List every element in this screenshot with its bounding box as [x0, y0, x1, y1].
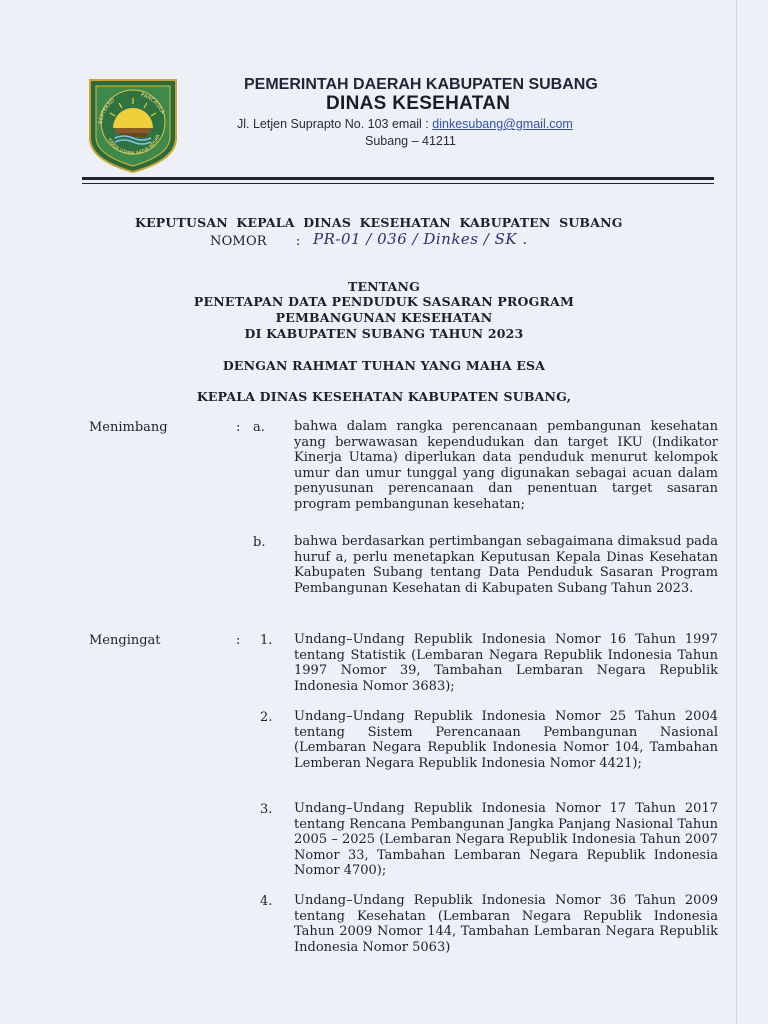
- mengingat-item-1: Undang–Undang Republik Indonesia Nomor 16 Tahun 1997 tentang Statistik (Lembaran Negara Republik Indonesia Tahun 1997 Nomor 39, Tambahan Lembaran Negara Republik Indonesia Nomor 3683);: [294, 632, 718, 694]
- subject-line-1: PENETAPAN DATA PENDUDUK SASARAN PROGRAM: [193, 294, 575, 309]
- mengingat-item-2: Undang–Undang Republik Indonesia Nomor 25 Tahun 2004 tentang Sistem Perencanaan Pembangunan Nasional (Lembaran Negara Republik Indonesia Nomor 104, Tambahan Lemberan Negara Republik Indonesia Nomor 4421);: [294, 709, 718, 771]
- subang-crest-logo: [84, 76, 182, 174]
- mengingat-marker-2: 2.: [260, 710, 273, 725]
- menimbang-label: Menimbang: [89, 420, 168, 435]
- decree-title: KEPUTUSAN KEPALA DINAS KESEHATAN KABUPATEN SUBANG: [135, 215, 623, 230]
- letterhead-email-link[interactable]: dinkesubang@gmail.com: [432, 117, 573, 131]
- mengingat-item-3: Undang–Undang Republik Indonesia Nomor 17 Tahun 2017 tentang Rencana Pembangunan Jangka Panjang Nasional Tahun 2005 – 2025 (Lembaran Negara Republik Indonesia Tahun 2007 Nomor 33, Tambahan Lembaran Negara Republik Indonesia Nomor 4700);: [294, 801, 718, 878]
- menimbang-item-a: bahwa dalam rangka perencanaan pembangunan kesehatan yang berwawasan kependudukan dan target IKU (Indikator Kinerja Utama) diperlukan data penduduk menurut kelompok umur dan umur tunggal yang digunakan sebagai acuan dalam penyusunan perencanaan dan penentuan target sasaran program pembangunan kesehatan;: [294, 419, 718, 512]
- crest-text-top-right: PANCASILA: [140, 92, 166, 116]
- nomor-value-handwritten: PR-01 / 036 / Dinkes / SK .: [313, 230, 528, 248]
- letterhead-government: PEMERINTAH DAERAH KABUPATEN SUBANG: [244, 76, 598, 93]
- nomor-colon: :: [296, 234, 301, 249]
- letterhead-address-line: [237, 117, 573, 131]
- issuer-line: KEPALA DINAS KESEHATAN KABUPATEN SUBANG,: [196, 389, 572, 404]
- letterhead-city: Subang – 41211: [365, 134, 456, 148]
- blessing-line: DENGAN RAHMAT TUHAN YANG MAHA ESA: [222, 358, 546, 373]
- mengingat-marker-3: 3.: [260, 802, 273, 817]
- page-fold-line: [736, 0, 737, 1024]
- menimbang-marker-b: b.: [253, 535, 266, 550]
- mengingat-item-4: Undang–Undang Republik Indonesia Nomor 36 Tahun 2009 tentang Kesehatan (Lembaran Negara Republik Indonesia Tahun 2009 Nomor 144, Tambahan Lembaran Negara Republik Indonesia Nomor 5063): [294, 893, 718, 955]
- crest-text-bottom: KARYA UTAMA SATYA NEGAR: [106, 134, 162, 157]
- letterhead-rule-thick: [82, 177, 714, 180]
- subject-line-3: DI KABUPATEN SUBANG TAHUN 2023: [244, 326, 524, 341]
- letterhead-address: Jl. Letjen Suprapto No. 103 email :: [237, 117, 429, 131]
- menimbang-item-b: bahwa berdasarkan pertimbangan sebagaimana dimaksud pada huruf a, perlu menetapkan Keputusan Kepala Dinas Kesehatan Kabupaten Subang tentang Data Penduduk Sasaran Program Pembangunan Kesehatan di Kabupaten Subang Tahun 2023.: [294, 534, 718, 596]
- letterhead-rule-thin: [82, 183, 714, 184]
- menimbang-colon: :: [236, 420, 241, 435]
- nomor-label: NOMOR: [210, 234, 267, 249]
- letterhead-department: DINAS KESEHATAN: [326, 93, 511, 114]
- subject-line-2: PEMBANGUNAN KESEHATAN: [275, 310, 493, 325]
- menimbang-marker-a: a.: [253, 420, 265, 435]
- tentang-heading: TENTANG: [347, 279, 421, 294]
- mengingat-marker-4: 4.: [260, 894, 273, 909]
- crest-text-top-left: BERTEKAD: [98, 97, 117, 125]
- mengingat-marker-1: 1.: [260, 633, 273, 648]
- mengingat-colon: :: [236, 633, 241, 648]
- mengingat-label: Mengingat: [89, 633, 161, 648]
